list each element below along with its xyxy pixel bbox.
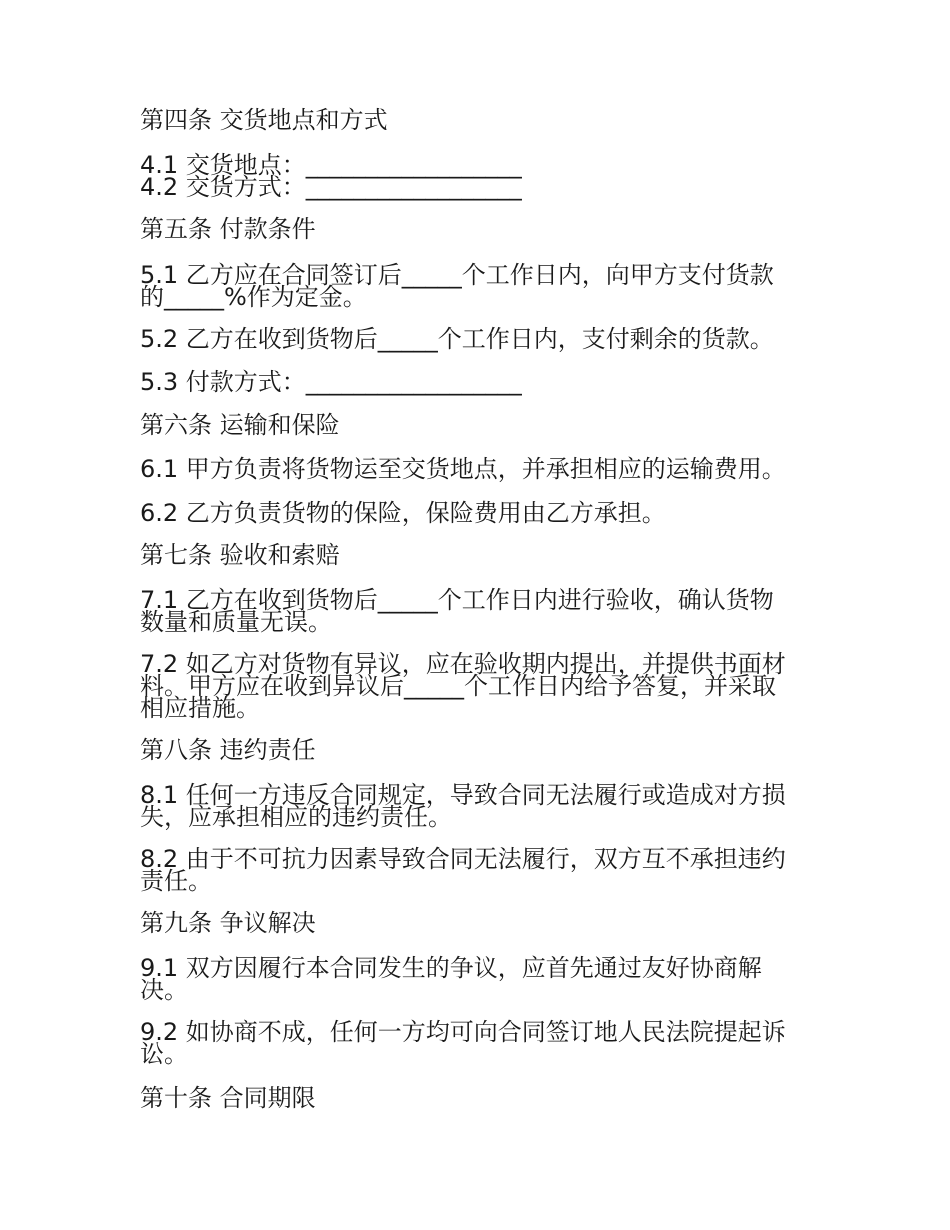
- clause-6-2-line-1: 6.2 乙方负责货物的保险，保险费用由乙方承担。: [140, 499, 666, 527]
- clause-4-2: [140, 173, 810, 201]
- clause-7-1: [140, 586, 810, 636]
- clause-9-2-line-1: 9.2 如协商不成，任何一方均可向合同签订地人民法院提起诉: [140, 1018, 786, 1046]
- clause-7-2-line-2: 料。甲方应在收到异议后_____个工作日内给予答复，并采取: [140, 672, 776, 700]
- clause-4-2-line-1: 4.2 交货方式：__________________: [140, 173, 522, 201]
- article-9-heading: 第九条 争议解决: [140, 909, 316, 937]
- clause-7-2-line-1: 7.2 如乙方对货物有异议，应在验收期内提出，并提供书面材: [140, 650, 786, 678]
- clause-6-1: [140, 455, 810, 483]
- clause-9-1: [140, 954, 810, 1004]
- article-4-heading: 第四条 交货地点和方式: [140, 106, 388, 134]
- clause-9-2-line-2: 讼。: [140, 1040, 188, 1068]
- clause-7-1-line-1: 7.1 乙方在收到货物后_____个工作日内进行验收，确认货物: [140, 586, 774, 614]
- clause-8-2-line-1: 8.2 由于不可抗力因素导致合同无法履行，双方互不承担违约: [140, 845, 786, 873]
- clause-8-1: [140, 781, 810, 831]
- clause-6-2: [140, 499, 810, 527]
- clause-5-2-line-1: 5.2 乙方在收到货物后_____个工作日内，支付剩余的货款。: [140, 325, 774, 353]
- clause-5-1: [140, 261, 810, 311]
- clause-9-1-line-1: 9.1 双方因履行本合同发生的争议，应首先通过友好协商解: [140, 954, 762, 982]
- clause-5-3-line-1: 5.3 付款方式：__________________: [140, 368, 522, 396]
- clause-7-2-line-3: 相应措施。: [140, 694, 260, 722]
- article-7-heading: 第七条 验收和索赔: [140, 541, 340, 569]
- clause-7-1-line-2: 数量和质量无误。: [140, 608, 332, 636]
- clause-5-3: [140, 368, 810, 396]
- clause-6-1-line-1: 6.1 甲方负责将货物运至交货地点，并承担相应的运输费用。: [140, 455, 786, 483]
- clause-8-2: [140, 845, 810, 895]
- clause-9-1-line-2: 决。: [140, 976, 188, 1004]
- clause-8-1-line-2: 失，应承担相应的违约责任。: [140, 803, 452, 831]
- article-5-heading: 第五条 付款条件: [140, 215, 316, 243]
- clause-8-1-line-1: 8.1 任何一方违反合同规定，导致合同无法履行或造成对方损: [140, 781, 786, 809]
- clause-7-2: [140, 650, 810, 722]
- clause-5-1-line-1: 5.1 乙方应在合同签订后_____个工作日内，向甲方支付货款: [140, 261, 774, 289]
- clause-5-2: [140, 325, 810, 353]
- article-10-heading: 第十条 合同期限: [140, 1084, 316, 1112]
- clause-5-1-line-2: 的_____%作为定金。: [140, 283, 367, 311]
- clause-8-2-line-2: 责任。: [140, 867, 212, 895]
- clause-4-1-line-1: 4.1 交货地点：__________________: [140, 151, 522, 179]
- clause-9-2: [140, 1018, 810, 1068]
- article-6-heading: 第六条 运输和保险: [140, 411, 340, 439]
- article-8-heading: 第八条 违约责任: [140, 736, 316, 764]
